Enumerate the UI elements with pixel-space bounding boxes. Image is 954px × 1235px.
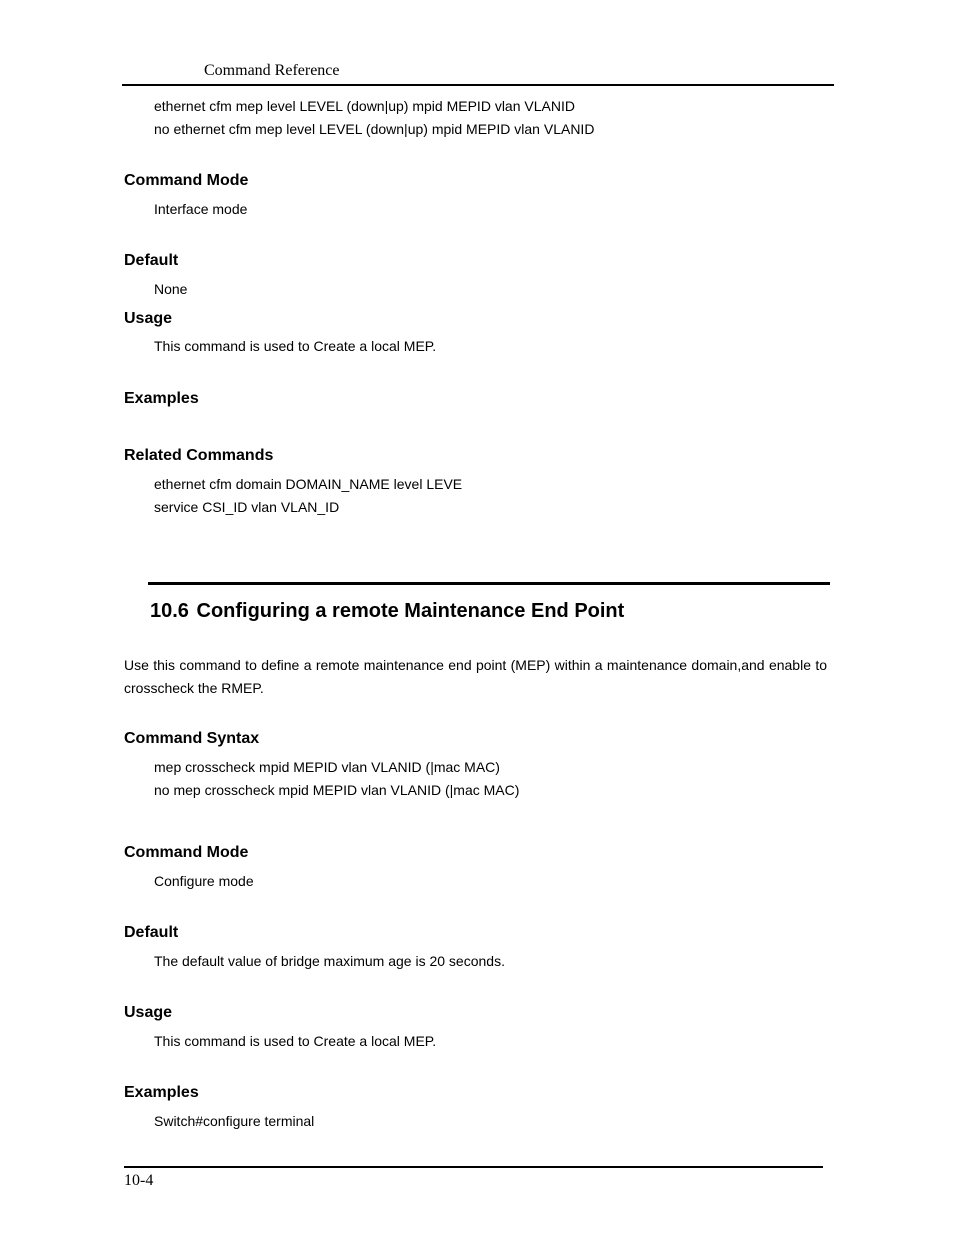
- header-divider: [122, 84, 834, 86]
- default-heading-2: Default: [124, 924, 179, 941]
- related-command-2: service CSI_ID vlan VLAN_ID: [154, 499, 340, 515]
- command-syntax-line-2: no mep crosscheck mpid MEPID vlan VLANID (|mac MAC): [154, 782, 520, 798]
- section-divider: [148, 582, 830, 585]
- footer-divider: [124, 1166, 823, 1168]
- examples-heading-2: Examples: [124, 1084, 199, 1101]
- usage-value: This command is used to Create a local MEP.: [154, 338, 437, 354]
- default-heading: Default: [124, 252, 179, 269]
- related-commands-heading: Related Commands: [124, 447, 274, 464]
- example-line: Switch#configure terminal: [154, 1113, 315, 1129]
- section-number: 10.6: [150, 600, 189, 622]
- related-command-1: ethernet cfm domain DOMAIN_NAME level LEVE: [154, 476, 463, 492]
- command-syntax-line-1: mep crosscheck mpid MEPID vlan VLANID (|mac MAC): [154, 759, 500, 775]
- syntax-line-2: no ethernet cfm mep level LEVEL (down|up) mpid MEPID vlan VLANID: [154, 121, 595, 137]
- syntax-line-1: ethernet cfm mep level LEVEL (down|up) mpid MEPID vlan VLANID: [154, 98, 575, 114]
- default-value-2: The default value of bridge maximum age is 20 seconds.: [154, 953, 505, 969]
- command-mode-value: Interface mode: [154, 201, 248, 217]
- default-value: None: [154, 281, 188, 297]
- section-title-text: Configuring a remote Maintenance End Point: [196, 600, 625, 622]
- section-intro-paragraph: Use this command to define a remote maintenance end point (MEP) within a maintenance domain,and enable to crosscheck the RMEP.: [124, 657, 827, 696]
- page-number: 10-4: [124, 1172, 154, 1189]
- command-mode-heading: Command Mode: [124, 172, 249, 189]
- running-header-title: Command Reference: [204, 62, 340, 79]
- command-syntax-heading: Command Syntax: [124, 730, 260, 747]
- usage-value-2: This command is used to Create a local MEP.: [154, 1033, 437, 1049]
- usage-heading: Usage: [124, 310, 173, 327]
- examples-heading: Examples: [124, 390, 199, 407]
- command-mode-heading-2: Command Mode: [124, 844, 249, 861]
- section-heading: [150, 599, 624, 623]
- usage-heading-2: Usage: [124, 1004, 173, 1021]
- command-mode-value-2: Configure mode: [154, 873, 254, 889]
